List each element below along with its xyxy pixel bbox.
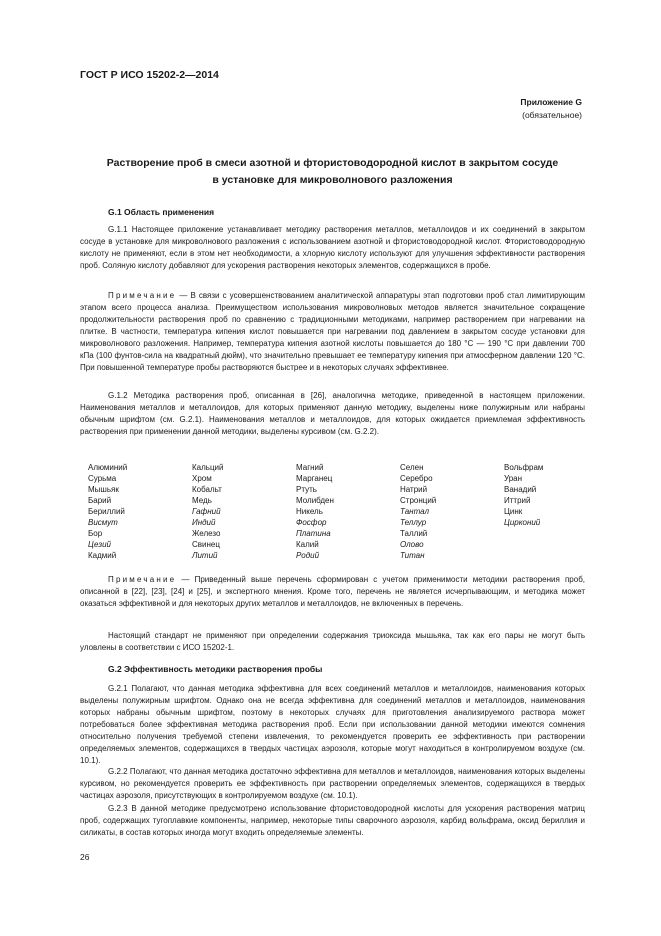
elements-column — [504, 462, 608, 561]
page-number: 26 — [80, 852, 90, 862]
element-name: Уран — [504, 474, 523, 483]
element-name: Никель — [296, 507, 323, 516]
element-name: Кобальт — [192, 485, 222, 494]
element-name: Цезий — [88, 540, 111, 549]
element-name: Алюминий — [88, 463, 128, 472]
note-label: Примечание — [108, 291, 177, 300]
title-line-1: Растворение проб в смеси азотной и фтористоводородной кислот в закрытом сосуде — [106, 157, 559, 169]
element-name: Хром — [192, 474, 212, 483]
element-name: Селен — [400, 463, 424, 472]
element-name: Магний — [296, 463, 324, 472]
elements-column — [400, 462, 504, 561]
note-text: — В связи с усовершенствованием аналитической аппаратуры этап подготовки проб стал лимитирующим этапом всего процесса анализа. Преимуществом использования микроволновых методов является значительное сокращение продолжительности растворения проб по сравнению с традиционными методиками, например растворением при нагревании на плитке. В частности, температура кипения кислот повышается при нагревании под давлением в закрытом сосуде установки для микроволнового разложения. Например, температура кипения азотной кислоты повышается до 180 °С — 190 °С при давлении 700 кПа (100 фунтов-сила на квадратный дюйм), что значительно превышает ее температуру кипения при атмосферном давлении 120 °С. При повышенной температуре пробы растворяются быстрее и в некоторых случаях эффективнее. — [80, 291, 585, 372]
section-g2-heading: G.2 Эффективность методики растворения пробы — [108, 664, 323, 674]
element-name: Натрий — [400, 485, 428, 494]
element-name: Висмут — [88, 518, 118, 527]
element-name: Платина — [296, 529, 331, 538]
element-name: Свинец — [192, 540, 220, 549]
element-name: Фосфор — [296, 518, 327, 527]
note-label: Примечание — [108, 575, 177, 584]
title-line-2: в установке для микроволнового разложения — [212, 174, 453, 186]
element-name: Мышьяк — [88, 485, 119, 494]
document-header: ГОСТ Р ИСО 15202-2—2014 — [80, 69, 219, 81]
element-name: Индий — [192, 518, 216, 527]
element-name: Олово — [400, 540, 424, 549]
note-text: — Приведенный выше перечень сформирован с учетом применимости методики растворения проб, описанной в [22], [23], [24] и [25], и экспертного мнения. Кроме того, перечень не является исчерпывающим, и методика может оказаться эффективной и для некоторых других металлов и металлоидов, не включенных в перечень. — [80, 575, 585, 608]
element-name: Бор — [88, 529, 103, 538]
elements-column — [296, 462, 400, 561]
element-name: Иттрий — [504, 496, 531, 505]
element-name: Серебро — [400, 474, 433, 483]
note-2 — [80, 574, 585, 610]
element-name: Сурьма — [88, 474, 117, 483]
element-name: Барий — [88, 496, 112, 505]
paragraph-g1-1: G.1.1 Настоящее приложение устанавливает методику растворения металлов, металлоидов и их соединений в закрытом сосуде в установке для микроволнового разложения с использованием азотной и фтористоводородной кислот. Фтористоводородную кислоту не применяют, если в этом нет необходимости, а хлорную кислоту используют для улучшения эффективности растворения проб. Соляную кислоту добавляют для ускорения растворения некоторых элементов, содержащихся в пробе. — [80, 225, 585, 270]
page-title — [80, 155, 585, 189]
element-name: Цинк — [504, 507, 523, 516]
element-name: Медь — [192, 496, 212, 505]
element-name: Молибден — [296, 496, 334, 505]
elements-column — [192, 462, 296, 561]
element-name: Гафний — [192, 507, 221, 516]
element-name: Вольфрам — [504, 463, 544, 472]
section-g1-heading: G.1 Область применения — [108, 207, 215, 217]
element-name: Бериллий — [88, 507, 125, 516]
elements-column — [88, 462, 192, 561]
element-name: Кадмий — [88, 551, 117, 560]
element-name: Литий — [192, 551, 218, 560]
note-1 — [80, 290, 585, 374]
element-name: Тантал — [400, 507, 430, 516]
element-name: Кальций — [192, 463, 224, 472]
element-name: Титан — [400, 551, 425, 560]
paragraph-g2-2: G.2.2 Полагают, что данная методика достаточно эффективна для металлов и металлоидов, наименования которых выделены курсивом, но рекомендуется проверить ее эффективность при растворении определяемых элементов, содержащихся в твердых частицах аэрозоля, присутствующих в контролируемом воздухе (см. 10.1). — [80, 767, 585, 800]
elements-list — [88, 462, 608, 561]
appendix-label: Приложение G — [520, 97, 582, 107]
element-name: Цирконий — [504, 518, 541, 527]
paragraph-g1-3: Настоящий стандарт не применяют при определении содержания триоксида мышьяка, так как его пары не могут быть уловлены в соответствии с ИСО 15202-1. — [80, 631, 585, 652]
paragraph-g2-3: G.2.3 В данной методике предусмотрено использование фтористоводородной кислоты для ускорения растворения матриц проб, содержащих тугоплавкие компоненты, например, некоторые типы сварочного аэрозоля, карбид вольфрама, оксид бериллия и силикаты, в состав которых иногда могут входить определяемые элементы. — [80, 804, 585, 837]
element-name: Железо — [192, 529, 221, 538]
paragraph-g1-2: G.1.2 Методика растворения проб, описанная в [26], аналогична методике, приведенной в настоящем приложении. Наименования металлов и металлоидов, для которых применяют данную методику, выделены ниже полужирным или набраны обычным шрифтом (см. G.2.1). Наименования металлов и металлоидов, для которых ожидается приемлемая эффективность растворения при применении данной методики, выделены курсивом (см. G.2.2). — [80, 391, 585, 436]
element-name: Стронций — [400, 496, 437, 505]
element-name: Ртуть — [296, 485, 317, 494]
element-name: Теллур — [400, 518, 427, 527]
paragraph-g2-1: G.2.1 Полагают, что данная методика эффективна для всех соединений металлов и металлоидов, наименования которых выделены полужирным шрифтом. Однако она не всегда эффективна для соединений металлов и металлоидов, наименования которых набраны обычным шрифтом, поэтому в некоторых случаях для приготовления анализируемого раствора может потребоваться более эффективная методика растворения проб. Если при использовании данной методики имеются сомнения относительно получения требуемой степени извлечения, то рекомендуется проверить ее эффективность при растворении определяемых элементов, содержащихся в твердых частицах аэрозоля, которые могут находиться в контролируемом воздухе (см. 10.1). — [80, 684, 585, 765]
element-name: Марганец — [296, 474, 333, 483]
element-name: Ванадий — [504, 485, 537, 494]
element-name: Калий — [296, 540, 319, 549]
appendix-status: (обязательное) — [522, 110, 582, 120]
element-name: Таллий — [400, 529, 428, 538]
element-name: Родий — [296, 551, 320, 560]
